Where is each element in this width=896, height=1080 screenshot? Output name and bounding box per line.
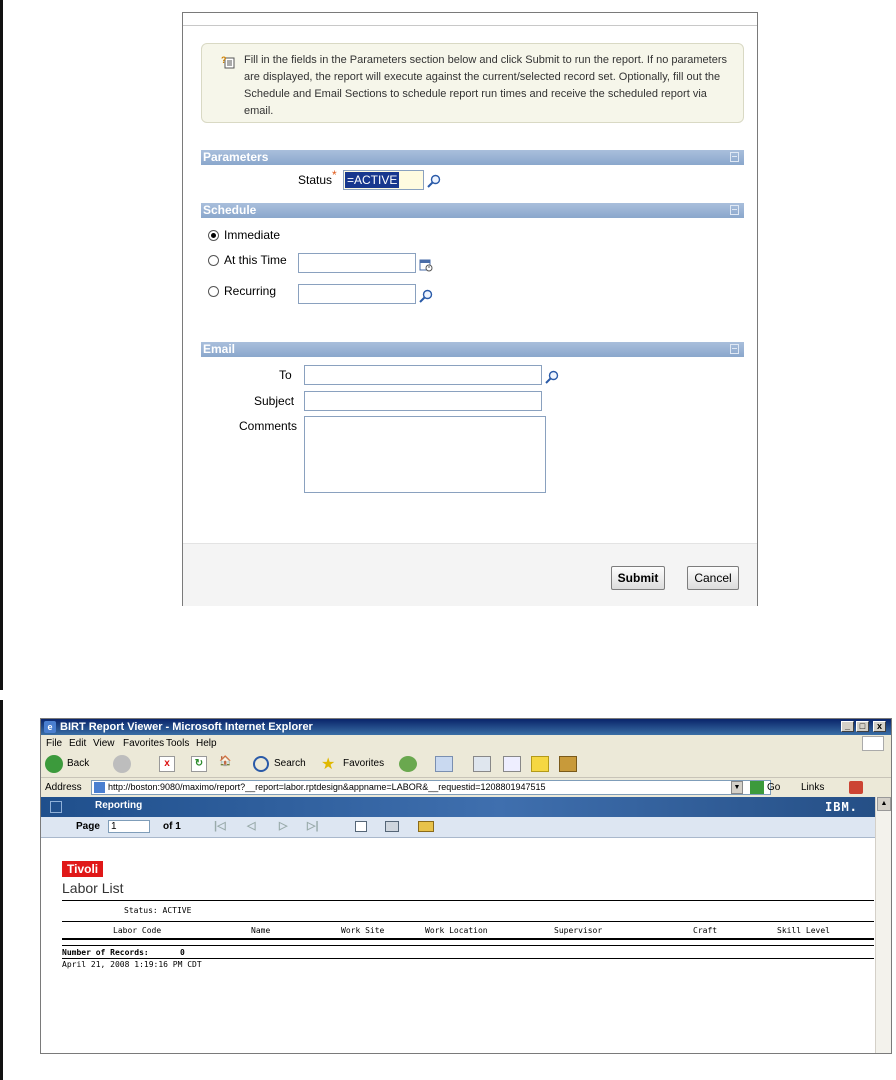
browser-toolbar [41, 752, 891, 776]
go-arrow-icon[interactable] [750, 781, 764, 794]
close-button[interactable]: x [873, 721, 886, 732]
go-button[interactable]: Go [767, 782, 781, 793]
mail-icon[interactable] [435, 756, 453, 772]
recurring-radio[interactable] [208, 286, 219, 297]
favorites-label[interactable]: Favorites [343, 758, 385, 769]
title-bar [41, 719, 891, 735]
reporting-banner [41, 797, 875, 817]
ibm-logo: IBM. [825, 800, 858, 814]
print-report-icon[interactable] [385, 821, 399, 832]
back-arrow-icon[interactable] [45, 755, 63, 773]
lookup-magnifier-icon[interactable] [427, 174, 441, 188]
page-number-value: 1 [111, 821, 117, 832]
page-count: of 1 [163, 821, 181, 832]
divider [62, 945, 874, 946]
print-icon[interactable] [473, 756, 491, 772]
column-header: Skill Level [777, 926, 830, 935]
to-label: To [279, 368, 292, 382]
dialog-header-divider [183, 25, 757, 26]
schedule-section-header[interactable] [201, 203, 744, 218]
previous-page-icon[interactable]: ◁ [247, 820, 256, 832]
maximize-button[interactable]: □ [856, 721, 869, 732]
windows-flag-icon [862, 736, 884, 751]
record-count-label: Number of Records: [62, 948, 149, 957]
stop-icon[interactable]: x [159, 756, 175, 772]
divider [62, 958, 874, 959]
submit-button[interactable]: Submit [611, 566, 665, 590]
search-label[interactable]: Search [274, 758, 306, 769]
last-page-icon[interactable]: ▷| [307, 820, 319, 832]
status-label: Status [298, 173, 333, 187]
search-icon[interactable] [253, 756, 269, 772]
address-input[interactable] [91, 780, 771, 795]
tivoli-logo: Tivoli [62, 861, 103, 877]
menu-favorites[interactable]: Favorites [123, 738, 165, 749]
record-count-value: 0 [180, 948, 185, 957]
menu-bar [41, 735, 891, 752]
subject-label: Subject [254, 394, 295, 408]
column-header: Supervisor [554, 926, 603, 935]
discuss-icon[interactable] [531, 756, 549, 772]
left-edge-line [0, 700, 3, 1080]
menu-help[interactable]: Help [196, 738, 217, 749]
report-request-dialog [182, 12, 758, 606]
home-icon[interactable]: 🏠 [219, 756, 232, 767]
page-icon [94, 782, 105, 793]
messenger-icon[interactable] [559, 756, 577, 772]
column-header: Work Location [425, 926, 488, 935]
instructions-box [201, 43, 744, 123]
divider [62, 938, 874, 940]
report-viewer [41, 797, 891, 1054]
report-nav-bar [41, 817, 875, 838]
required-asterisk: * [332, 168, 337, 182]
column-header: Name [251, 926, 271, 935]
recurring-label: Recurring [224, 284, 277, 298]
collapse-section-icon[interactable] [730, 152, 739, 162]
window-title: BIRT Report Viewer - Microsoft Internet Explorer [60, 721, 313, 733]
acrobat-icon[interactable] [849, 781, 863, 794]
parameters-section-header[interactable] [201, 150, 744, 165]
email-comments-textarea[interactable] [304, 416, 546, 493]
vertical-scrollbar[interactable] [875, 797, 892, 1054]
email-subject-input[interactable] [304, 391, 542, 411]
lookup-magnifier-icon[interactable] [419, 289, 433, 303]
links-label[interactable]: Links [801, 782, 825, 793]
menu-edit[interactable]: Edit [69, 738, 87, 749]
page-number-input[interactable] [108, 820, 150, 833]
menu-view[interactable]: View [93, 738, 115, 749]
report-title: Labor List [62, 880, 124, 896]
comments-label: Comments [239, 419, 298, 433]
refresh-icon[interactable]: ↻ [191, 756, 207, 772]
export-folder-icon[interactable] [418, 821, 434, 832]
collapse-section-icon[interactable] [730, 344, 739, 354]
column-header: Craft [693, 926, 718, 935]
immediate-radio[interactable] [208, 230, 219, 241]
svg-text:?: ? [221, 55, 227, 65]
recurring-input[interactable] [298, 284, 416, 304]
history-icon[interactable] [399, 756, 417, 772]
section-title: Email [203, 342, 236, 356]
at-this-time-label: At this Time [224, 253, 287, 267]
column-header: Work Site [341, 926, 385, 935]
status-value: =ACTIVE [347, 173, 398, 187]
section-title: Schedule [203, 203, 257, 217]
back-label[interactable]: Back [67, 758, 90, 769]
email-section-header[interactable] [201, 342, 744, 357]
dialog-footer [183, 543, 757, 606]
page-label: Page [76, 821, 100, 832]
email-to-input[interactable] [304, 365, 542, 385]
calendar-icon[interactable] [419, 258, 433, 272]
next-page-icon[interactable]: ▷ [279, 820, 288, 832]
scroll-up-icon[interactable]: ▲ [877, 797, 891, 811]
menu-file[interactable]: File [46, 738, 63, 749]
at-this-time-radio[interactable] [208, 255, 219, 266]
column-header: Labor Code [113, 926, 162, 935]
forward-arrow-icon[interactable] [113, 755, 131, 773]
divider [62, 900, 874, 901]
minimize-button[interactable]: _ [841, 721, 854, 732]
status-input[interactable] [343, 170, 424, 190]
address-bar [41, 777, 891, 797]
edit-icon[interactable] [503, 756, 521, 772]
instructions-text: Fill in the fields in the Parameters section below and click Submit to run the report. If no parameters are displayed, the report will execute against the current/selected record set. Optionally, fill out the Schedule and Email Sections to schedule report run times and receive the scheduled report via email. [244, 54, 728, 117]
favorites-star-icon[interactable]: ★ [321, 756, 336, 773]
help-info-icon [221, 55, 235, 69]
left-edge-line [0, 0, 3, 690]
divider [62, 921, 874, 922]
at-this-time-input[interactable] [298, 253, 416, 273]
menu-tools[interactable]: Tools [166, 738, 190, 749]
first-page-icon[interactable]: |◁ [214, 820, 226, 832]
immediate-label: Immediate [224, 228, 281, 242]
lookup-magnifier-icon[interactable] [545, 370, 559, 384]
browser-window [40, 718, 892, 1054]
cancel-button[interactable]: Cancel [687, 566, 739, 590]
report-timestamp: April 21, 2008 1:19:16 PM CDT [62, 960, 202, 969]
section-title: Parameters [203, 150, 269, 164]
toc-icon[interactable] [355, 821, 367, 832]
ie-logo-icon: e [44, 721, 56, 733]
address-label: Address [45, 782, 82, 793]
url-text: http://boston:9080/maximo/report?__report=labor.rptdesign&appname=LABOR&__requestid=1208801947515 [108, 782, 546, 792]
collapse-section-icon[interactable] [730, 205, 739, 215]
banner-title: Reporting [95, 800, 143, 811]
status-line: Status: ACTIVE [124, 906, 192, 915]
chevron-down-icon[interactable]: ▼ [731, 781, 743, 794]
reporting-logo-icon [50, 801, 62, 813]
